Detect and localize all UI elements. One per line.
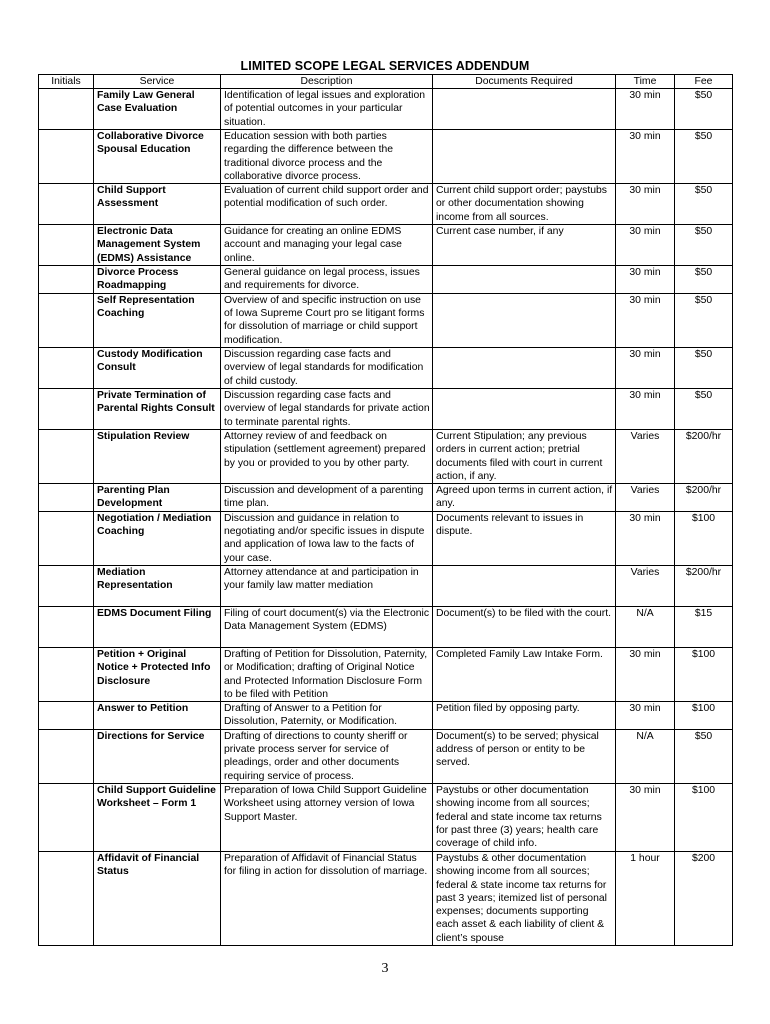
time-cell: 30 min <box>616 184 675 225</box>
header-fee: Fee <box>675 75 733 89</box>
table-row <box>39 729 733 783</box>
time-cell: Varies <box>616 484 675 512</box>
initials-cell[interactable] <box>39 266 94 294</box>
initials-cell[interactable] <box>39 729 94 783</box>
description-cell: Drafting of Answer to a Petition for Dissolution, Paternity, or Modification. <box>221 702 433 730</box>
table-row <box>39 388 733 429</box>
initials-cell[interactable] <box>39 565 94 606</box>
documents-cell: Paystubs & other documentation showing income from all sources; federal & state income tax returns for past 3 years; itemized list of personal expenses; documents supporting each asset & each liability of client & client’s spouse <box>433 851 616 945</box>
fee-cell: $100 <box>675 647 733 701</box>
time-cell: 30 min <box>616 783 675 851</box>
documents-cell: Document(s) to be filed with the court. <box>433 606 616 647</box>
time-cell: 1 hour <box>616 851 675 945</box>
documents-cell <box>433 89 616 130</box>
description-cell: Attorney review of and feedback on stipulation (settlement agreement) prepared by you or provided to you by other party. <box>221 429 433 483</box>
table-row <box>39 606 733 647</box>
description-cell: Drafting of directions to county sheriff or private process server for service of pleadings, order and other documents requiring service of process. <box>221 729 433 783</box>
documents-cell <box>433 130 616 184</box>
table-row <box>39 225 733 266</box>
service-cell: Parenting Plan Development <box>94 484 221 512</box>
header-time: Time <box>616 75 675 89</box>
initials-cell[interactable] <box>39 429 94 483</box>
service-cell: Child Support Assessment <box>94 184 221 225</box>
initials-cell[interactable] <box>39 851 94 945</box>
documents-cell: Agreed upon terms in current action, if any. <box>433 484 616 512</box>
table-row <box>39 293 733 347</box>
description-cell: Overview of and specific instruction on use of Iowa Supreme Court pro se litigant forms for dissolution of marriage or child support modification. <box>221 293 433 347</box>
service-cell: Child Support Guideline Worksheet – Form 1 <box>94 783 221 851</box>
header-documents: Documents Required <box>433 75 616 89</box>
table-row <box>39 184 733 225</box>
description-cell: Evaluation of current child support order and potential modification of such order. <box>221 184 433 225</box>
fee-cell: $50 <box>675 266 733 294</box>
fee-cell: $200/hr <box>675 429 733 483</box>
description-cell: Discussion regarding case facts and overview of legal standards for modification of child custody. <box>221 347 433 388</box>
service-cell: Private Termination of Parental Rights Consult <box>94 388 221 429</box>
initials-cell[interactable] <box>39 184 94 225</box>
description-cell: Attorney attendance at and participation in your family law matter mediation <box>221 565 433 606</box>
documents-cell: Petition filed by opposing party. <box>433 702 616 730</box>
initials-cell[interactable] <box>39 388 94 429</box>
time-cell: 30 min <box>616 225 675 266</box>
service-cell: Custody Modification Consult <box>94 347 221 388</box>
initials-cell[interactable] <box>39 647 94 701</box>
documents-cell <box>433 347 616 388</box>
documents-cell <box>433 388 616 429</box>
services-table <box>38 74 733 946</box>
service-cell: Negotiation / Mediation Coaching <box>94 511 221 565</box>
time-cell: 30 min <box>616 511 675 565</box>
time-cell: 30 min <box>616 702 675 730</box>
table-row <box>39 266 733 294</box>
fee-cell: $50 <box>675 225 733 266</box>
header-service: Service <box>94 75 221 89</box>
service-cell: EDMS Document Filing <box>94 606 221 647</box>
time-cell: 30 min <box>616 130 675 184</box>
table-row <box>39 851 733 945</box>
description-cell: Filing of court document(s) via the Electronic Data Management System (EDMS) <box>221 606 433 647</box>
documents-cell <box>433 293 616 347</box>
documents-cell <box>433 266 616 294</box>
table-row <box>39 89 733 130</box>
description-cell: Discussion regarding case facts and overview of legal standards for private action to terminate parental rights. <box>221 388 433 429</box>
initials-cell[interactable] <box>39 89 94 130</box>
time-cell: 30 min <box>616 293 675 347</box>
time-cell: 30 min <box>616 388 675 429</box>
documents-cell: Documents relevant to issues in dispute. <box>433 511 616 565</box>
service-cell: Mediation Representation <box>94 565 221 606</box>
table-row <box>39 565 733 606</box>
fee-cell: $100 <box>675 783 733 851</box>
time-cell: Varies <box>616 429 675 483</box>
time-cell: 30 min <box>616 647 675 701</box>
page-number: 3 <box>381 961 389 976</box>
table-body <box>39 89 733 946</box>
initials-cell[interactable] <box>39 130 94 184</box>
time-cell: Varies <box>616 565 675 606</box>
initials-cell[interactable] <box>39 783 94 851</box>
initials-cell[interactable] <box>39 511 94 565</box>
table-row <box>39 702 733 730</box>
service-cell: Divorce Process Roadmapping <box>94 266 221 294</box>
description-cell: Preparation of Iowa Child Support Guideline Worksheet using attorney version of Iowa Support Master. <box>221 783 433 851</box>
table-row <box>39 347 733 388</box>
table-row <box>39 511 733 565</box>
fee-cell: $15 <box>675 606 733 647</box>
description-cell: Identification of legal issues and exploration of potential outcomes in your particular situation. <box>221 89 433 130</box>
description-cell: Drafting of Petition for Dissolution, Paternity, or Modification; drafting of Original Notice and Protected Information Disclosure Form to be filed with Petition <box>221 647 433 701</box>
time-cell: 30 min <box>616 89 675 130</box>
service-cell: Family Law General Case Evaluation <box>94 89 221 130</box>
fee-cell: $200 <box>675 851 733 945</box>
description-cell: General guidance on legal process, issues and requirements for divorce. <box>221 266 433 294</box>
service-cell: Electronic Data Management System (EDMS) Assistance <box>94 225 221 266</box>
time-cell: N/A <box>616 729 675 783</box>
service-cell: Stipulation Review <box>94 429 221 483</box>
documents-cell: Paystubs or other documentation showing income from all sources; federal and state income tax returns for past three (3) years; health care coverage of child info. <box>433 783 616 851</box>
header-initials: Initials <box>39 75 94 89</box>
table-row <box>39 647 733 701</box>
documents-cell: Completed Family Law Intake Form. <box>433 647 616 701</box>
fee-cell: $50 <box>675 184 733 225</box>
fee-cell: $50 <box>675 89 733 130</box>
documents-cell <box>433 565 616 606</box>
fee-cell: $50 <box>675 347 733 388</box>
fee-cell: $100 <box>675 702 733 730</box>
document-title: LIMITED SCOPE LEGAL SERVICES ADDENDUM <box>240 59 530 73</box>
documents-cell: Document(s) to be served; physical address of person or entity to be served. <box>433 729 616 783</box>
time-cell: 30 min <box>616 266 675 294</box>
table-row <box>39 484 733 512</box>
fee-cell: $50 <box>675 293 733 347</box>
fee-cell: $100 <box>675 511 733 565</box>
service-cell: Self Representation Coaching <box>94 293 221 347</box>
documents-cell: Current Stipulation; any previous orders in current action; pretrial documents filed with court in current action, if any. <box>433 429 616 483</box>
initials-cell[interactable] <box>39 484 94 512</box>
description-cell: Discussion and development of a parenting time plan. <box>221 484 433 512</box>
fee-cell: $200/hr <box>675 565 733 606</box>
initials-cell[interactable] <box>39 225 94 266</box>
initials-cell[interactable] <box>39 606 94 647</box>
time-cell: 30 min <box>616 347 675 388</box>
fee-cell: $50 <box>675 729 733 783</box>
documents-cell: Current child support order; paystubs or other documentation showing income from all sources. <box>433 184 616 225</box>
initials-cell[interactable] <box>39 293 94 347</box>
description-cell: Discussion and guidance in relation to negotiating and/or specific issues in dispute and application of Iowa law to the facts of your case. <box>221 511 433 565</box>
header-description: Description <box>221 75 433 89</box>
table-row <box>39 429 733 483</box>
time-cell: N/A <box>616 606 675 647</box>
initials-cell[interactable] <box>39 702 94 730</box>
description-cell: Education session with both parties regarding the difference between the traditional divorce process and the collaborative divorce process. <box>221 130 433 184</box>
fee-cell: $50 <box>675 388 733 429</box>
documents-cell: Current case number, if any <box>433 225 616 266</box>
description-cell: Guidance for creating an online EDMS account and managing your legal case online. <box>221 225 433 266</box>
table-header-row <box>39 75 733 89</box>
service-cell: Directions for Service <box>94 729 221 783</box>
service-cell: Petition + Original Notice + Protected Info Disclosure <box>94 647 221 701</box>
service-cell: Affidavit of Financial Status <box>94 851 221 945</box>
fee-cell: $50 <box>675 130 733 184</box>
description-cell: Preparation of Affidavit of Financial Status for filing in action for dissolution of marriage. <box>221 851 433 945</box>
table-row <box>39 783 733 851</box>
fee-cell: $200/hr <box>675 484 733 512</box>
service-cell: Answer to Petition <box>94 702 221 730</box>
table-row <box>39 130 733 184</box>
service-cell: Collaborative Divorce Spousal Education <box>94 130 221 184</box>
initials-cell[interactable] <box>39 347 94 388</box>
